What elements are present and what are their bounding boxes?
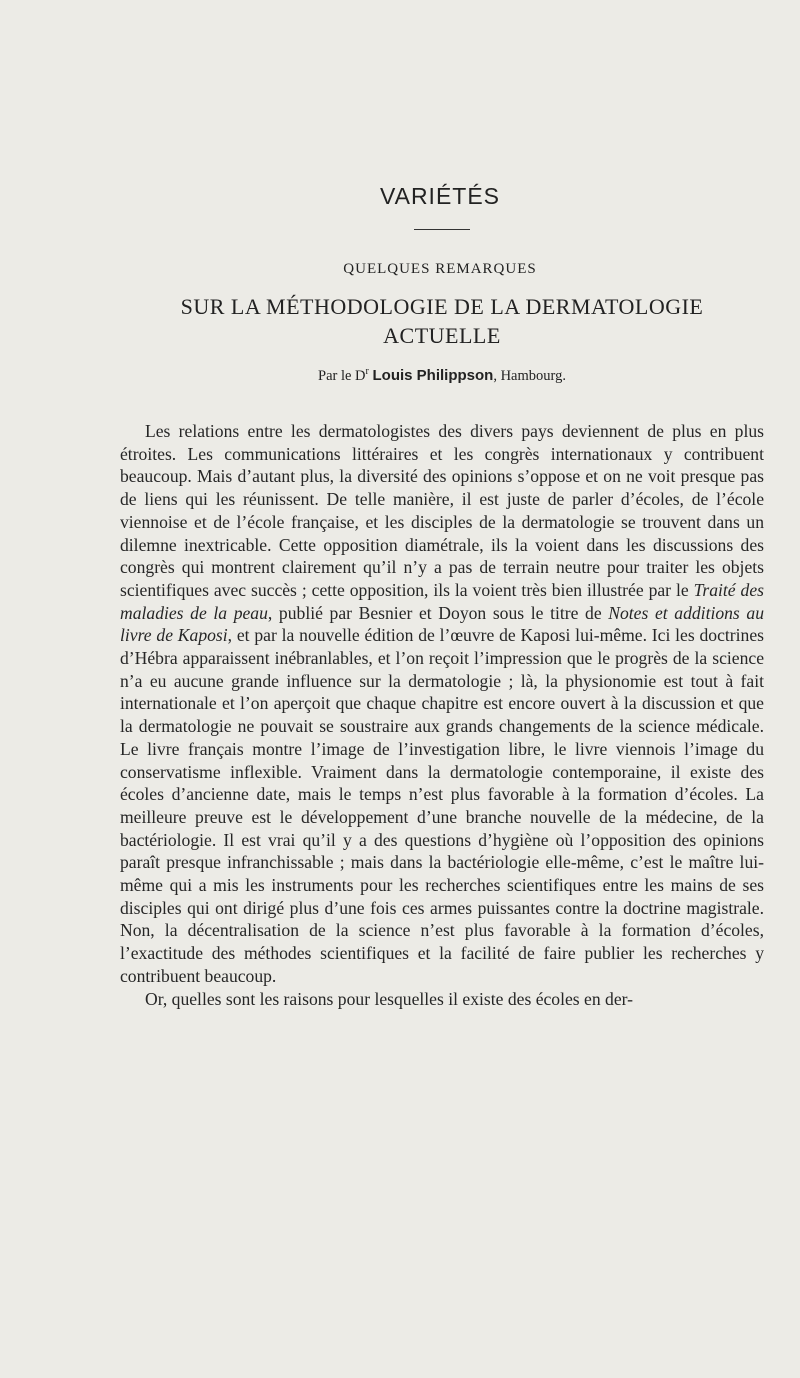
article-title (120, 292, 764, 350)
author-location: , Hambourg. (493, 367, 566, 384)
author-name: Louis Philippson (372, 366, 494, 384)
title-divider (414, 229, 470, 230)
paragraph-1-part-3: , et par la nouvelle édition de l’œuvre de Kaposi lui-même. Ici les doctrines d’Hébra apparaissent inébranlables, et l’on reçoit l’impression que le progrès de la science n’a eu aucune grande influence sur la dermatologie ; là, la physionomie est tout à fait internationale et l’on aperçoit que chaque chapitre est encore ouvert à la discussion et que la dermatologie ne pouvait se soustraire aux grands changements de la science médicale. Le livre français montre l’image de l’investigation libre, le livre viennois l’image du conservatisme inflexible. Vraiment dans la dermatologie contemporaine, il existe des écoles d’ancienne date, mais le temps n’est plus favorable à la formation d’écoles. La meilleure preuve est le développement d’une branche nouvelle de la médecine, de la bactériologie. Il est vrai qu’il y a des questions d’hygiène où l’opposition des opinions paraît presque infranchissable ; mais dans la bactériologie elle-même, c’est le maître lui-même qui a mis les instruments pour les recherches scientifiques entre les mains de ses disciples qui ont dirigé plus d’une fois ces armes puissantes contre la doctrine magistrale. Non, la décentralisation de la science n’est plus favorable à la formation d’écoles, l’exactitude des méthodes scientifiques et la facilité de faire publier les recherches y contribuent beaucoup. (120, 625, 764, 986)
byline (120, 366, 764, 385)
paragraph-1 (120, 420, 764, 988)
book-title-notes: Notes et additions au livre de Kaposi (120, 602, 765, 646)
paragraph-1-part-1: Les relations entre les dermatologistes des divers pays deviennent de plus en plus étroites. Les communications littéraires et les congrès internationaux y contribuent beaucoup. Mais d’autant plus, la diversité des opinions s’oppose et on ne voit presque pas de liens qui les réunissent. De telle manière, il est juste de parler d’écoles, de l’école viennoise et de l’école française, et les disciples de la dermatologie se trouvent dans un dilemne inextricable. Cette opposition diamétrale, ils la voient dans les discussions des congrès qui montrent clairement qu’il n’y a pas de terrain neutre pour traiter les objets scientifiques avec succès ; cette opposition, ils la voient très bien illustrée par le (120, 421, 764, 600)
article-body (120, 420, 764, 1010)
paragraph-1-part-2: , publié par Besnier et Doyon sous le titre de (267, 602, 609, 623)
book-title-traite: Traité des maladies de la peau (120, 579, 764, 623)
byline-prefix: Par le D (318, 367, 366, 384)
byline-dr-superscript: r (365, 366, 369, 377)
article-title-line-1: SUR LA MÉTHODOLOGIE DE LA DERMATOLOGIE (180, 294, 704, 319)
section-title: VARIÉTÉS (379, 183, 501, 209)
paragraph-2: Or, quelles sont les raisons pour lesquelles il existe des écoles en der- (145, 988, 634, 1009)
article-title-line-2: ACTUELLE (383, 323, 501, 348)
article-subtitle: QUELQUES REMARQUES (343, 261, 537, 277)
